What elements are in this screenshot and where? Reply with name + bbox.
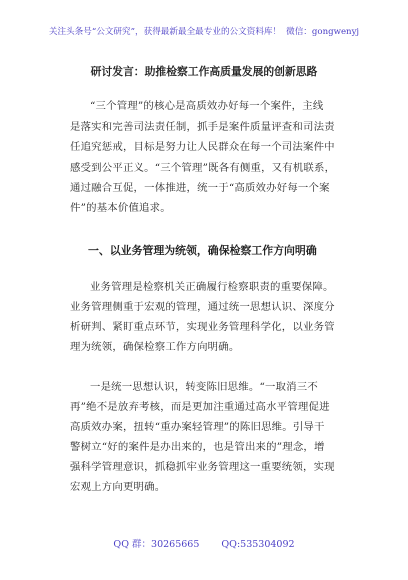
paragraph-line: 理为统领，确保检察工作方向明确。 bbox=[70, 341, 240, 353]
paragraph-line: 高质效办案，扭转“重办案轻管理”的陈旧思维。引导干 bbox=[70, 421, 325, 433]
intro-line: 任追究惩戒，目标是努力让人民群众在每一个司法案件中 bbox=[70, 141, 335, 153]
paragraph-line: 业务管理是检察机关正确履行检察职责的重要保障。 bbox=[90, 281, 334, 293]
paragraph-line: 宏观上方向更明确。 bbox=[70, 481, 166, 493]
paragraph-line: 业务管理侧重于宏观的管理，通过统一思想认识、深度分 bbox=[70, 301, 335, 313]
intro-line: 是落实和完善司法责任制，抓手是案件质量评查和司法责 bbox=[70, 121, 335, 133]
header-banner bbox=[0, 25, 408, 37]
intro-line: 感受到公平正义。“三个管理”既各有侧重，又有机联系， bbox=[70, 162, 336, 174]
paragraph-line: 再”绝不是放弃考核，而是更加注重通过高水平管理促进 bbox=[70, 401, 330, 413]
promo-text: 关注头条号“公文研究”，获得最新最全最专业的公文资料库！ bbox=[48, 27, 282, 37]
document-title: 研讨发言：助推检察工作高质量发展的创新思路 bbox=[90, 65, 318, 78]
intro-line: 件”的基本价值追求。 bbox=[70, 202, 171, 214]
footer-contact bbox=[0, 536, 408, 550]
paragraph-line: 析研判、紧盯重点环节，实现业务管理科学化，以业务管 bbox=[70, 321, 335, 333]
paragraph-line: 警树立“好的案件是办出来的，也是管出来的”理念，增 bbox=[70, 441, 325, 453]
paragraph-line: 一是统一思想认识，转变陈旧思维。“一取消三不 bbox=[90, 381, 318, 393]
section-heading: 一、以业务管理为统领，确保检察工作方向明确 bbox=[88, 244, 317, 257]
wechat-id: 微信：gongwenyj bbox=[286, 27, 360, 37]
intro-line: “三个管理”的核心是高质效办好每一个案件，主线 bbox=[90, 100, 324, 112]
intro-line: 通过融合互促，一体推进，统一于“高质效办好每一个案 bbox=[70, 182, 330, 194]
qq-number: QQ:535304092 bbox=[221, 539, 295, 550]
paragraph-line: 强科学管理意识，抓稳抓牢业务管理这一重要统领，实现 bbox=[70, 461, 335, 473]
qq-group: QQ 群：30265665 bbox=[113, 539, 200, 550]
